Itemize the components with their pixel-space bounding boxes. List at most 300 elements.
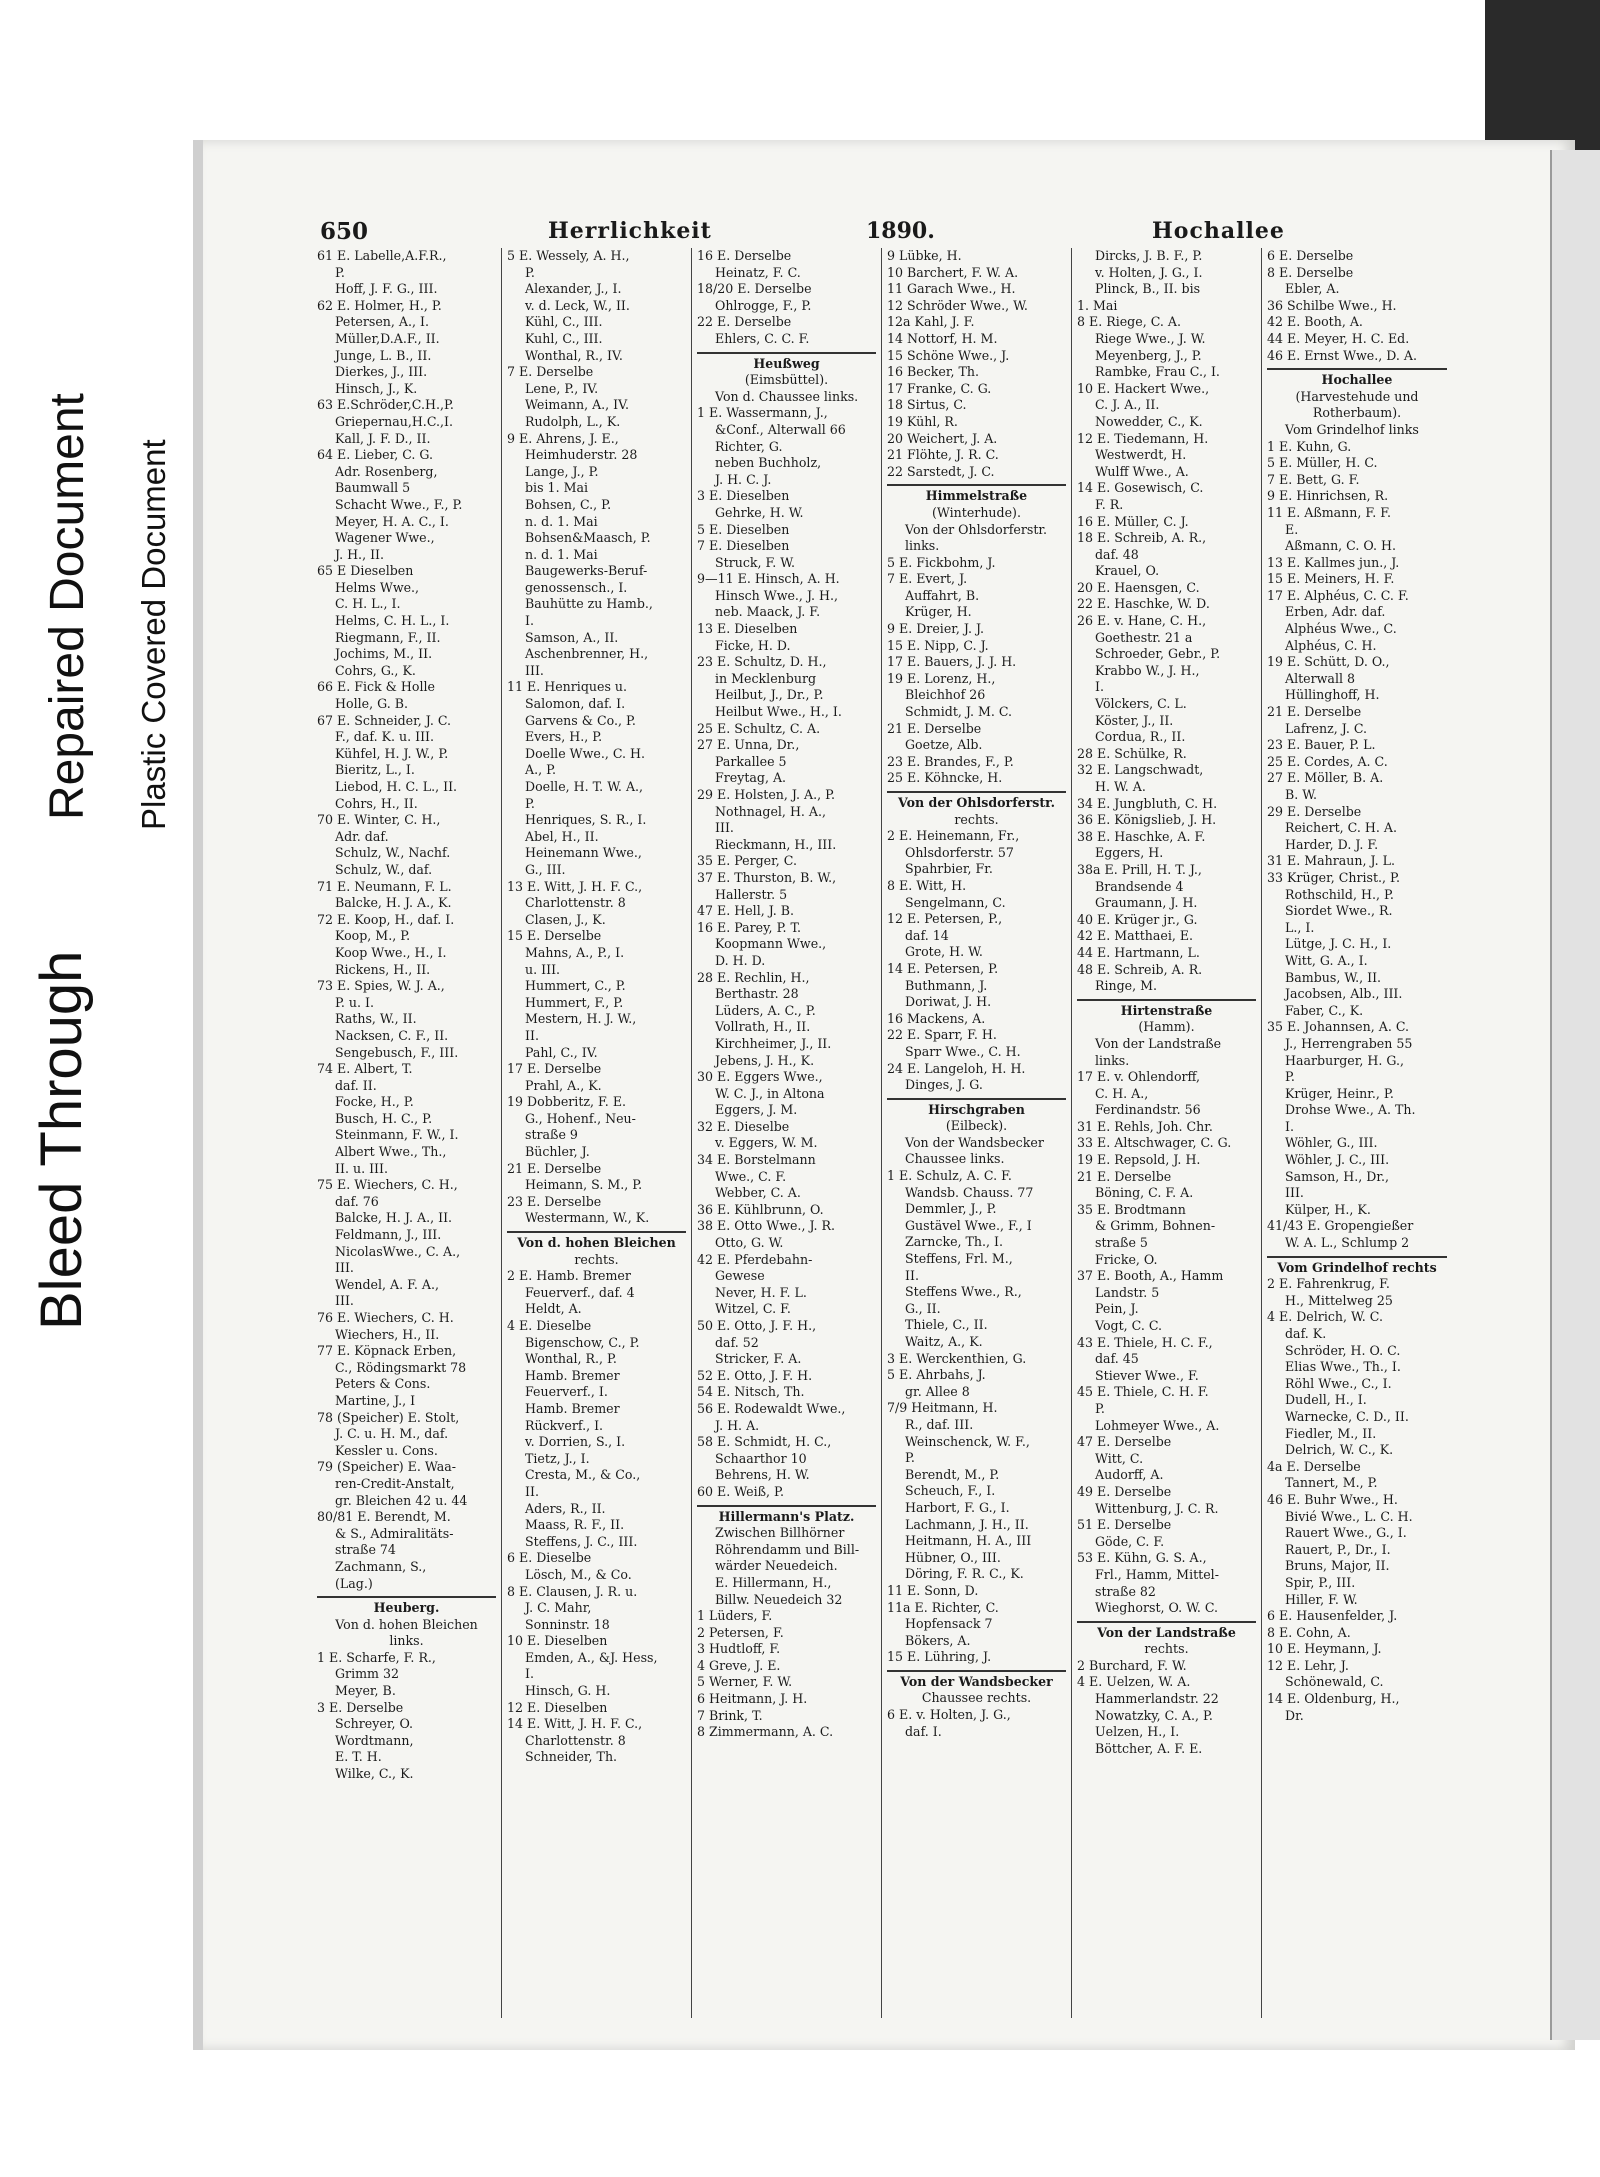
directory-entry: Sengebusch, F., III. bbox=[335, 1044, 459, 1060]
directory-entry: Zwischen Billhörner bbox=[715, 1525, 845, 1541]
directory-entry: Erben, Adr. daf. bbox=[1285, 604, 1386, 620]
directory-entry: E. bbox=[1285, 521, 1299, 537]
directory-entry: R., daf. III. bbox=[905, 1416, 974, 1432]
directory-entry: 14 E. Gosewisch, C. bbox=[1077, 480, 1204, 496]
column-4 bbox=[882, 248, 1072, 2018]
directory-entry: I. bbox=[525, 613, 534, 629]
directory-entry: 5 E. Müller, H. C. bbox=[1267, 455, 1378, 471]
directory-entry: 29 E. Holsten, J. A., P. bbox=[697, 787, 836, 802]
directory-entry: III. bbox=[335, 1293, 354, 1309]
directory-entry: Buthmann, J. bbox=[905, 977, 988, 993]
directory-entry: n. d. 1. Mai bbox=[525, 513, 598, 529]
directory-entry: 16 E. Derselbe bbox=[697, 248, 792, 263]
directory-entry: Schaarthor 10 bbox=[715, 1450, 807, 1466]
directory-entry: links. bbox=[1095, 1052, 1130, 1068]
directory-entry: Kühl, C., III. bbox=[525, 314, 603, 330]
directory-entry: Böning, C. F. A. bbox=[1095, 1185, 1194, 1201]
directory-entry: Baugewerks-Beruf- bbox=[525, 563, 648, 579]
street-heading: Von d. hohen Bleichen bbox=[507, 1231, 686, 1252]
running-title-left: Herrlichkeit bbox=[548, 218, 712, 244]
directory-entry: Webber, C. A. bbox=[715, 1185, 801, 1201]
directory-entry: Abel, H., II. bbox=[525, 828, 599, 844]
directory-entry: Rudolph, L., K. bbox=[525, 413, 621, 429]
directory-entry: 38 E. Otto Wwe., J. R. bbox=[697, 1218, 836, 1234]
directory-entry: Nothnagel, H. A., bbox=[715, 803, 827, 819]
directory-entry: Schneider, Th. bbox=[525, 1749, 618, 1765]
directory-entry: Never, H. F. L. bbox=[715, 1284, 807, 1300]
directory-entry: Von der Wandsbecker bbox=[905, 1134, 1044, 1150]
street-subheading: rechts. bbox=[954, 811, 999, 827]
directory-entry: 1 E. Scharfe, F. R., bbox=[317, 1649, 436, 1665]
bleed-through-label: Bleed Through bbox=[29, 950, 94, 1330]
directory-entry: 73 E. Spies, W. J. A., bbox=[317, 978, 445, 994]
directory-entry: 52 E. Otto, J. F. H. bbox=[697, 1367, 813, 1383]
directory-entry: 5 Werner, F. W. bbox=[697, 1674, 793, 1690]
directory-entry: Busch, H. C., P. bbox=[335, 1110, 433, 1126]
directory-entry: Koopmann Wwe., bbox=[715, 936, 827, 952]
directory-entry: Rickens, H., II. bbox=[335, 961, 431, 977]
directory-entry: Wonthal, R., P. bbox=[525, 1351, 617, 1367]
directory-entry: 21 E. Derselbe bbox=[1077, 1168, 1172, 1184]
directory-entry: Parkallee 5 bbox=[715, 753, 787, 769]
directory-entry: Bieritz, L., I. bbox=[335, 762, 415, 778]
directory-entry: 9—11 E. Hinsch, A. H. bbox=[697, 571, 840, 587]
directory-entry: Uelzen, H., I. bbox=[1095, 1724, 1180, 1740]
directory-entry: J. C. u. H. M., daf. bbox=[335, 1426, 449, 1442]
directory-entry: Wiechers, H., II. bbox=[335, 1326, 440, 1342]
directory-entry: Wagener Wwe., bbox=[335, 530, 435, 546]
directory-entry: Faber, C., K. bbox=[1285, 1002, 1364, 1018]
directory-entry: Landstr. 5 bbox=[1095, 1284, 1160, 1300]
directory-entry: 8 E. Cohn, A. bbox=[1267, 1624, 1351, 1640]
directory-entry: Adr. daf. bbox=[335, 828, 389, 844]
directory-entry: gr. Bleichen 42 u. 44 bbox=[335, 1492, 468, 1508]
directory-entry: Haarburger, H. G., bbox=[1285, 1052, 1404, 1068]
directory-entry: Cohrs, H., II. bbox=[335, 795, 418, 811]
directory-entry: 79 (Speicher) E. Waa- bbox=[317, 1459, 456, 1475]
directory-entry: Eggers, H. bbox=[1095, 845, 1164, 861]
directory-entry: 1 E. Schulz, A. C. F. bbox=[887, 1168, 1012, 1184]
directory-entry: P. bbox=[335, 264, 345, 280]
directory-entry: v. d. Leck, W., II. bbox=[525, 297, 630, 313]
directory-entry: H., Mittelweg 25 bbox=[1285, 1292, 1393, 1308]
directory-entry: Döring, F. R. C., K. bbox=[905, 1566, 1024, 1582]
directory-entry: 5 E. Wessely, A. H., bbox=[507, 248, 630, 263]
directory-entry: 17 E. Derselbe bbox=[507, 1061, 602, 1077]
directory-entry: Hammerlandstr. 22 bbox=[1095, 1691, 1219, 1707]
directory-entry: Wendel, A. F. A., bbox=[335, 1276, 440, 1292]
directory-entry: 44 E. Meyer, H. C. Ed. bbox=[1267, 330, 1410, 346]
directory-entry: Heilbut, J., Dr., P. bbox=[715, 687, 824, 703]
directory-entry: daf. 14 bbox=[905, 927, 949, 943]
directory-entry: Kessler u. Cons. bbox=[335, 1442, 438, 1458]
directory-entry: 67 E. Schneider, J. C. bbox=[317, 712, 452, 728]
directory-entry: C. H. A., bbox=[1095, 1085, 1149, 1101]
directory-entry: Griepernau,H.C.,I. bbox=[335, 413, 453, 429]
directory-entry: 22 E. Haschke, W. D. bbox=[1077, 596, 1210, 612]
directory-entry: 46 E. Ernst Wwe., D. A. bbox=[1267, 347, 1418, 363]
directory-entry: Henriques, S. R., I. bbox=[525, 812, 647, 828]
street-heading: Von der Wandsbecker bbox=[887, 1670, 1066, 1691]
directory-entry: 17 Franke, C. G. bbox=[887, 380, 992, 396]
directory-entry: III. bbox=[335, 1260, 354, 1276]
directory-entry: Aßmann, C. O. H. bbox=[1285, 538, 1396, 554]
directory-entry: Charlottenstr. 8 bbox=[525, 895, 626, 911]
directory-entry: & Grimm, Bohnen- bbox=[1095, 1218, 1216, 1234]
directory-entry: 8 E. Riege, C. A. bbox=[1077, 314, 1181, 330]
directory-entry: Sengelmann, C. bbox=[905, 894, 1006, 910]
directory-entry: Behrens, H. W. bbox=[715, 1467, 810, 1483]
directory-entry: Peters & Cons. bbox=[335, 1376, 431, 1392]
side-annotations bbox=[0, 0, 190, 2177]
directory-entry: Gehrke, H. W. bbox=[715, 504, 804, 520]
street-subheading: (Winterhude). bbox=[932, 504, 1021, 520]
directory-entry: 63 E.Schröder,C.H.,P. bbox=[317, 397, 454, 413]
directory-entry: straße 82 bbox=[1095, 1583, 1156, 1599]
directory-entry: III. bbox=[1285, 1185, 1304, 1201]
directory-entry: Feldmann, J., III. bbox=[335, 1227, 442, 1243]
directory-entry: Albert Wwe., Th., bbox=[335, 1144, 447, 1160]
directory-entry: 48 E. Schreib, A. R. bbox=[1077, 961, 1203, 977]
directory-entry: Cohrs, G., K. bbox=[335, 662, 416, 678]
directory-entry: Böttcher, A. F. E. bbox=[1095, 1740, 1203, 1756]
directory-entry: 7 E. Bett, G. F. bbox=[1267, 471, 1360, 487]
directory-entry: I. bbox=[525, 1666, 534, 1682]
street-heading: Hillermann's Platz. bbox=[697, 1505, 876, 1526]
directory-entry: 33 E. Altschwager, C. G. bbox=[1077, 1135, 1232, 1151]
directory-entry: Spahrbier, Fr. bbox=[905, 861, 993, 877]
directory-entry: Rauert Wwe., G., I. bbox=[1285, 1525, 1407, 1541]
directory-entry: Witt, G. A., I. bbox=[1285, 952, 1368, 968]
directory-entry: bis 1. Mai bbox=[525, 480, 589, 496]
directory-entry: H. W. A. bbox=[1095, 779, 1146, 794]
directory-entry: II. bbox=[525, 1483, 539, 1499]
directory-entry: 9 E. Hinrichsen, R. bbox=[1267, 488, 1389, 504]
directory-entry: 4 E. Dieselbe bbox=[507, 1318, 592, 1333]
street-heading: Hirschgraben bbox=[887, 1098, 1066, 1119]
column-1 bbox=[312, 248, 502, 2018]
directory-entry: 25 E. Schultz, C. A. bbox=[697, 720, 821, 736]
directory-entry: 47 E. Derselbe bbox=[1077, 1434, 1172, 1450]
directory-entry: neb. Maack, J. F. bbox=[715, 604, 821, 620]
directory-entry: Harbort, F. G., I. bbox=[905, 1499, 1010, 1515]
directory-entry: Frl., Hamm, Mittel- bbox=[1095, 1566, 1219, 1582]
directory-entry: Wordtmann, bbox=[335, 1732, 414, 1748]
directory-entry: Wöhler, J. C., III. bbox=[1285, 1152, 1390, 1168]
directory-entry: 5 E. Ahrbahs, J. bbox=[887, 1367, 986, 1383]
directory-entry: Spir, P., III. bbox=[1285, 1574, 1356, 1590]
directory-entry: Adr. Rosenberg, bbox=[335, 463, 438, 479]
directory-entry: 42 E. Booth, A. bbox=[1267, 314, 1363, 330]
directory-entry: P. bbox=[525, 795, 535, 811]
directory-entry: Vogt, C. C. bbox=[1095, 1318, 1163, 1333]
directory-entry: Bauhütte zu Hamb., bbox=[525, 596, 653, 612]
directory-entry: 10 E. Heymann, J. bbox=[1267, 1641, 1382, 1657]
directory-entry: u. III. bbox=[525, 961, 561, 977]
directory-entry: Delrich, W. C., K. bbox=[1285, 1442, 1394, 1458]
directory-entry: Doelle Wwe., C. H. bbox=[525, 745, 646, 761]
directory-entry: Schröder, H. O. C. bbox=[1285, 1342, 1401, 1358]
directory-entry: 13 E. Kallmes jun., J. bbox=[1267, 554, 1400, 570]
directory-entry: Junge, L. B., II. bbox=[335, 347, 432, 363]
directory-entry: Witt, C. bbox=[1095, 1450, 1144, 1466]
directory-columns bbox=[312, 248, 1475, 2018]
directory-entry: Alphéus Wwe., C. bbox=[1285, 621, 1397, 637]
directory-entry: 15 E. Meiners, H. F. bbox=[1267, 571, 1395, 587]
directory-entry: 23 E. Schultz, D. H., bbox=[697, 654, 827, 670]
directory-entry: 2 E. Fahrenkrug, F. bbox=[1267, 1276, 1390, 1292]
plastic-covered-label: Plastic Covered Document bbox=[135, 439, 172, 830]
street-heading: Himmelstraße bbox=[887, 484, 1066, 505]
directory-entry: Cresta, M., & Co., bbox=[525, 1467, 641, 1483]
directory-entry: Kirchheimer, J., II. bbox=[715, 1035, 832, 1051]
directory-entry: 27 E. Möller, B. A. bbox=[1267, 770, 1384, 786]
directory-entry: v. Dorrien, S., I. bbox=[525, 1434, 626, 1450]
directory-entry: Chaussee links. bbox=[905, 1151, 1005, 1167]
directory-entry: straße 9 bbox=[525, 1127, 578, 1143]
column-5 bbox=[1072, 248, 1262, 2018]
directory-entry: 12 E. Dieselben bbox=[507, 1699, 608, 1715]
directory-entry: Heimhuderstr. 28 bbox=[525, 447, 638, 463]
directory-entry: 4 E. Uelzen, W. A. bbox=[1077, 1674, 1191, 1690]
directory-entry: 19 Kühl, R. bbox=[887, 413, 958, 429]
directory-entry: Balcke, H. J. A., K. bbox=[335, 895, 452, 911]
directory-entry: C. J. A., II. bbox=[1095, 397, 1160, 413]
street-subheading: (Eilbeck). bbox=[945, 1118, 1008, 1134]
directory-entry: 19 E. Repsold, J. H. bbox=[1077, 1152, 1201, 1168]
directory-entry: 60 E. Weiß, P. bbox=[697, 1483, 784, 1499]
directory-entry: 23 E. Brandes, F., P. bbox=[887, 753, 1014, 769]
directory-entry: G., III. bbox=[525, 861, 566, 877]
directory-entry: II. bbox=[525, 1027, 539, 1043]
directory-entry: Krüger, H. bbox=[905, 604, 972, 620]
directory-entry: 31 E. Rehls, Joh. Chr. bbox=[1077, 1118, 1213, 1134]
directory-entry: Lange, J., P. bbox=[525, 463, 599, 479]
directory-entry: Ohlrogge, F., P. bbox=[715, 297, 812, 313]
page-number: 650 bbox=[320, 218, 369, 245]
directory-entry: 28 E. Schülke, R. bbox=[1077, 745, 1187, 761]
directory-entry: 33 Krüger, Christ., P. bbox=[1267, 869, 1400, 885]
directory-entry: 45 E. Thiele, C. H. F. bbox=[1077, 1384, 1209, 1400]
directory-entry: Pein, J. bbox=[1095, 1301, 1139, 1317]
directory-entry: Mestern, H. J. W., bbox=[525, 1011, 637, 1027]
directory-entry: Raths, W., II. bbox=[335, 1011, 417, 1027]
directory-entry: Hiller, F. W. bbox=[1285, 1591, 1358, 1607]
directory-entry: 1. Mai bbox=[1077, 297, 1118, 313]
directory-entry: 21 E. Derselbe bbox=[887, 720, 982, 736]
directory-entry: Kall, J. F. D., II. bbox=[335, 430, 431, 446]
directory-entry: 8 E. Derselbe bbox=[1267, 264, 1354, 280]
directory-entry: 38 E. Haschke, A. F. bbox=[1077, 828, 1206, 844]
directory-entry: Alexander, J., I. bbox=[525, 281, 622, 297]
directory-entry: Auffahrt, B. bbox=[905, 587, 980, 603]
directory-entry: Kühfel, H. J. W., P. bbox=[335, 745, 449, 761]
directory-entry: 11a E. Richter, C. bbox=[887, 1599, 999, 1615]
directory-entry: 3 E. Werckenthien, G. bbox=[887, 1350, 1027, 1366]
directory-entry: Petersen, A., I. bbox=[335, 314, 430, 330]
directory-entry: Hamb. Bremer bbox=[525, 1400, 620, 1416]
directory-entry: P. bbox=[1095, 1400, 1105, 1416]
directory-entry: 50 E. Otto, J. F. H., bbox=[697, 1318, 817, 1333]
directory-entry: 22 Sarstedt, J. C. bbox=[887, 463, 995, 479]
directory-entry: Wonthal, R., IV. bbox=[525, 347, 623, 363]
directory-entry: 21 E. Derselbe bbox=[1267, 704, 1362, 720]
directory-entry: Schmidt, J. M. C. bbox=[905, 704, 1013, 720]
directory-entry: 62 E. Holmer, H., P. bbox=[317, 297, 442, 313]
directory-entry: Schulz, W., Nachf. bbox=[335, 845, 451, 861]
directory-entry: Heldt, A. bbox=[525, 1301, 582, 1317]
directory-entry: 3 Hudtloff, F. bbox=[697, 1641, 781, 1657]
directory-entry: 36 E. Kühlbrunn, O. bbox=[697, 1201, 824, 1217]
directory-entry: 14 Nottorf, H. M. bbox=[887, 330, 998, 346]
directory-entry: 9 E. Ahrens, J. E., bbox=[507, 430, 619, 446]
directory-entry: 61 E. Labelle,A.F.R., bbox=[317, 248, 447, 263]
directory-entry: 1 Lüders, F. bbox=[697, 1608, 773, 1624]
directory-entry: Bigenschow, C., P. bbox=[525, 1334, 640, 1350]
scanner-background bbox=[1485, 0, 1600, 150]
directory-entry: G., II. bbox=[905, 1300, 941, 1316]
directory-entry: F., daf. K. u. III. bbox=[335, 729, 435, 745]
directory-entry: Goethestr. 21 a bbox=[1095, 629, 1193, 645]
directory-entry: Hüllinghoff, H. bbox=[1285, 687, 1380, 703]
directory-entry: Harder, D. J. F. bbox=[1285, 836, 1379, 852]
directory-entry: I. bbox=[1095, 679, 1104, 695]
directory-entry: 14 E. Petersen, P. bbox=[887, 960, 999, 976]
directory-entry: Külper, H., K. bbox=[1285, 1201, 1371, 1217]
directory-entry: Lafrenz, J. C. bbox=[1285, 720, 1368, 736]
directory-entry: 12 E. Petersen, P., bbox=[887, 911, 1003, 927]
directory-entry: Hübner, O., III. bbox=[905, 1549, 1001, 1565]
directory-entry: Westermann, W., K. bbox=[525, 1210, 650, 1226]
street-subheading: Chaussee rechts. bbox=[921, 1690, 1032, 1706]
directory-entry: J. H. A. bbox=[715, 1417, 760, 1433]
column-6 bbox=[1262, 248, 1452, 2018]
directory-entry: Helms Wwe., bbox=[335, 579, 420, 595]
directory-entry: Hallerstr. 5 bbox=[715, 886, 788, 902]
running-title-right: Hochallee bbox=[1152, 218, 1285, 244]
directory-entry: Bohsen&Maasch, P. bbox=[525, 530, 651, 546]
directory-entry: 35 E. Johannsen, A. C. bbox=[1267, 1019, 1410, 1035]
directory-entry: Fricke, O. bbox=[1095, 1251, 1158, 1267]
directory-entry: 1 E. Wassermann, J., bbox=[697, 405, 828, 421]
directory-entry: Weinschenck, W. F., bbox=[905, 1433, 1030, 1449]
directory-entry: Meyer, B. bbox=[335, 1683, 396, 1699]
directory-entry: Eggers, J. M. bbox=[715, 1102, 798, 1118]
directory-entry: 42 E. Matthaei, E. bbox=[1077, 928, 1194, 944]
directory-entry: 28 E. Rechlin, H., bbox=[697, 969, 810, 985]
directory-entry: Fiedler, M., II. bbox=[1285, 1425, 1377, 1441]
directory-entry: 6 E. v. Holten, J. G., bbox=[887, 1707, 1011, 1723]
directory-entry: Brandsende 4 bbox=[1095, 878, 1184, 894]
directory-entry: 78 (Speicher) E. Stolt, bbox=[317, 1409, 460, 1425]
directory-entry: 12 E. Lehr, J. bbox=[1267, 1657, 1349, 1673]
directory-entry: gr. Allee 8 bbox=[905, 1383, 970, 1399]
directory-entry: Steinmann, F. W., I. bbox=[335, 1127, 459, 1143]
directory-entry: Aschenbrenner, H., bbox=[525, 646, 649, 662]
directory-entry: Wittenburg, J. C. R. bbox=[1095, 1500, 1219, 1516]
directory-entry: Graumann, J. H. bbox=[1095, 895, 1198, 911]
directory-entry: Berthastr. 28 bbox=[715, 986, 799, 1002]
directory-entry: 23 E. Derselbe bbox=[507, 1193, 602, 1209]
directory-entry: 42 E. Pferdebahn- bbox=[697, 1251, 813, 1267]
column-3 bbox=[692, 248, 882, 2018]
directory-entry: C., Rödingsmarkt 78 bbox=[335, 1359, 467, 1375]
directory-entry: 17 E. Bauers, J. J. H. bbox=[887, 654, 1017, 670]
directory-entry: Jochims, M., II. bbox=[335, 646, 433, 662]
directory-entry: Freytag, A. bbox=[715, 770, 787, 786]
directory-entry: Thiele, C., II. bbox=[905, 1317, 988, 1333]
directory-entry: 10 E. Hackert Wwe., bbox=[1077, 380, 1210, 396]
directory-entry: 72 E. Koop, H., daf. I. bbox=[317, 911, 455, 927]
directory-entry: 40 E. Krüger jr., G. bbox=[1077, 911, 1198, 927]
directory-entry: 9 E. Dreier, J. J. bbox=[887, 621, 985, 637]
directory-entry: Krüger, Heinr., P. bbox=[1285, 1085, 1394, 1101]
directory-entry: Stricker, F. A. bbox=[715, 1351, 802, 1367]
directory-entry: 4 Greve, J. E. bbox=[697, 1657, 781, 1673]
directory-entry: F. R. bbox=[1095, 496, 1124, 512]
directory-entry: 10 Barchert, F. W. A. bbox=[887, 264, 1019, 280]
directory-entry: 14 E. Witt, J. H. F. C., bbox=[507, 1716, 643, 1732]
directory-entry: Emden, A., &J. Hess, bbox=[525, 1649, 658, 1665]
directory-entry: P. bbox=[525, 264, 535, 280]
directory-entry: 43 E. Thiele, H. C. F., bbox=[1077, 1334, 1213, 1350]
directory-entry: 7 E. Dieselben bbox=[697, 538, 790, 554]
street-heading: Vom Grindelhof rechts bbox=[1267, 1256, 1447, 1277]
directory-entry: Scheuch, F., I. bbox=[905, 1483, 996, 1499]
directory-entry: Sonninstr. 18 bbox=[525, 1616, 610, 1632]
directory-entry: Bohsen, C., P. bbox=[525, 496, 612, 512]
directory-entry: 3 E. Derselbe bbox=[317, 1699, 404, 1715]
directory-entry: 6 E. Hausenfelder, J. bbox=[1267, 1608, 1398, 1624]
directory-entry: Helms, C. H. L., I. bbox=[335, 613, 450, 629]
directory-entry: Hinsch, J., K. bbox=[335, 380, 418, 396]
directory-entry: Lene, P., IV. bbox=[525, 380, 599, 396]
directory-entry: Heinemann Wwe., bbox=[525, 845, 642, 861]
directory-entry: 34 E. Borstelmann bbox=[697, 1152, 816, 1168]
directory-entry: 75 E. Wiechers, C. H., bbox=[317, 1177, 458, 1193]
directory-entry: 11 E. Sonn, D. bbox=[887, 1582, 979, 1598]
directory-entry: 47 E. Hell, J. B. bbox=[697, 903, 795, 919]
directory-entry: I. bbox=[1285, 1118, 1294, 1134]
directory-entry: 14 E. Oldenburg, H., bbox=[1267, 1691, 1400, 1707]
directory-entry: Hummert, C., P. bbox=[525, 978, 626, 994]
directory-entry: Maass, R. F., II. bbox=[525, 1517, 625, 1533]
directory-entry: Hoff, J. F. G., III. bbox=[335, 281, 438, 297]
directory-entry: Heimann, S. M., P. bbox=[525, 1177, 643, 1193]
directory-entry: 2 Petersen, F. bbox=[697, 1624, 784, 1640]
directory-entry: Gustävel Wwe., F., I bbox=[905, 1217, 1032, 1233]
directory-entry: Nowedder, C., K. bbox=[1095, 413, 1203, 429]
directory-entry: Holle, G. B. bbox=[335, 696, 408, 712]
directory-entry: 35 E. Perger, C. bbox=[697, 853, 797, 869]
directory-entry: daf. 48 bbox=[1095, 546, 1139, 562]
directory-entry: Dircks, J. B. F., P. bbox=[1095, 248, 1203, 263]
directory-entry: Aders, R., II. bbox=[525, 1500, 606, 1516]
directory-entry: links. bbox=[905, 538, 940, 554]
directory-entry: daf. 45 bbox=[1095, 1351, 1139, 1367]
directory-entry: 16 E. Parey, P. T. bbox=[697, 919, 802, 935]
directory-entry: Focke, H., P. bbox=[335, 1094, 414, 1110]
street-subheading: Von d. hohen Bleichen bbox=[335, 1616, 478, 1632]
directory-entry: Doriwat, J. H. bbox=[905, 994, 992, 1010]
directory-entry: 27 E. Unna, Dr., bbox=[697, 737, 800, 753]
directory-entry: Wöhler, G., III. bbox=[1285, 1135, 1378, 1151]
directory-entry: Bambus, W., II. bbox=[1285, 969, 1382, 985]
directory-entry: Stiever Wwe., F. bbox=[1095, 1367, 1199, 1383]
directory-entry: 22 E. Derselbe bbox=[697, 314, 792, 330]
directory-entry: 71 E. Neumann, F. L. bbox=[317, 878, 452, 894]
directory-entry: 25 E. Cordes, A. C. bbox=[1267, 753, 1388, 769]
